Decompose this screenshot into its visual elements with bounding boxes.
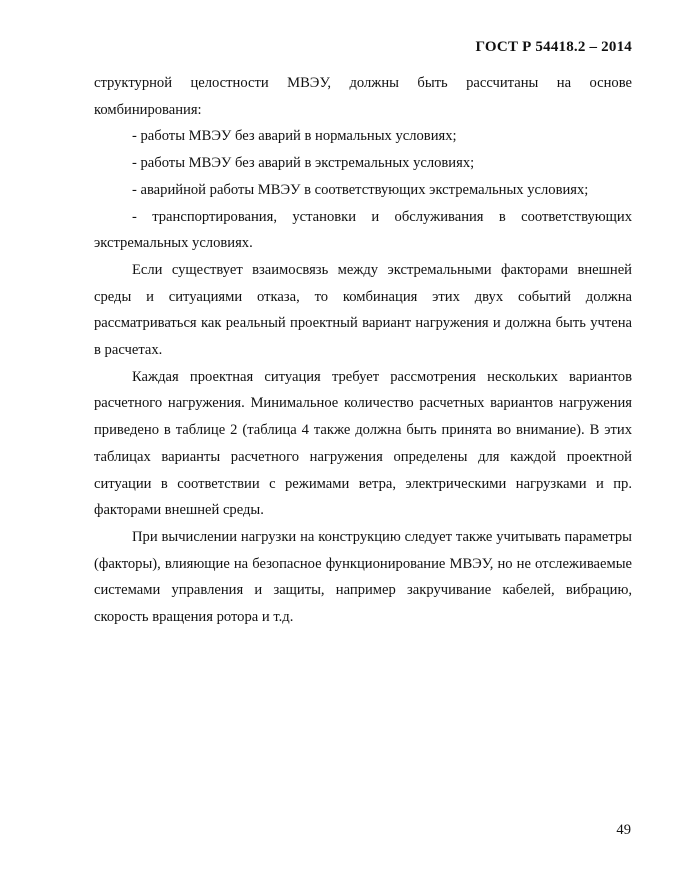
paragraph: При вычислении нагрузки на конструкцию следует также учитывать параметры (факторы), влияющие на безопасное функционирование МВЭУ, но не отслеживаемые системами управления и защиты, например закручивание кабелей, вибрацию, скорость вращения ротора и т.д.: [94, 528, 632, 626]
paragraph-continuation: структурной целостности МВЭУ, должны быть рассчитаны на основе комбинирования:: [94, 75, 632, 118]
list-item: - транспортирования, установки и обслуживания в соответствующих экстремальных условиях.: [94, 208, 632, 252]
page-number: 49: [616, 822, 631, 838]
list-item: - аварийной работы МВЭУ в соответствующих экстремальных условиях;: [132, 181, 589, 198]
document-body: [94, 70, 632, 631]
document-standard-id: ГОСТ Р 54418.2 – 2014: [475, 39, 632, 55]
list-item: - работы МВЭУ без аварий в экстремальных условиях;: [132, 155, 475, 172]
paragraph: Если существует взаимосвязь между экстремальными факторами внешней среды и ситуациями отказа, то комбинация этих двух событий должна рассматриваться как реальный проектный вариант нагружения и должна быть учтена в расчетах.: [94, 261, 632, 359]
list-item: - работы МВЭУ без аварий в нормальных условиях;: [132, 128, 457, 145]
paragraph: Каждая проектная ситуация требует рассмотрения нескольких вариантов расчетного нагружения. Минимальное количество расчетных вариантов нагружения приведено в таблице 2 (таблица 4 также должна быть принята во внимание). В этих таблицах варианты расчетного нагружения определены для каждой проектной ситуации в соответствии с режимами ветра, электрическими нагрузками и пр. факторами внешней среды.: [94, 368, 632, 519]
